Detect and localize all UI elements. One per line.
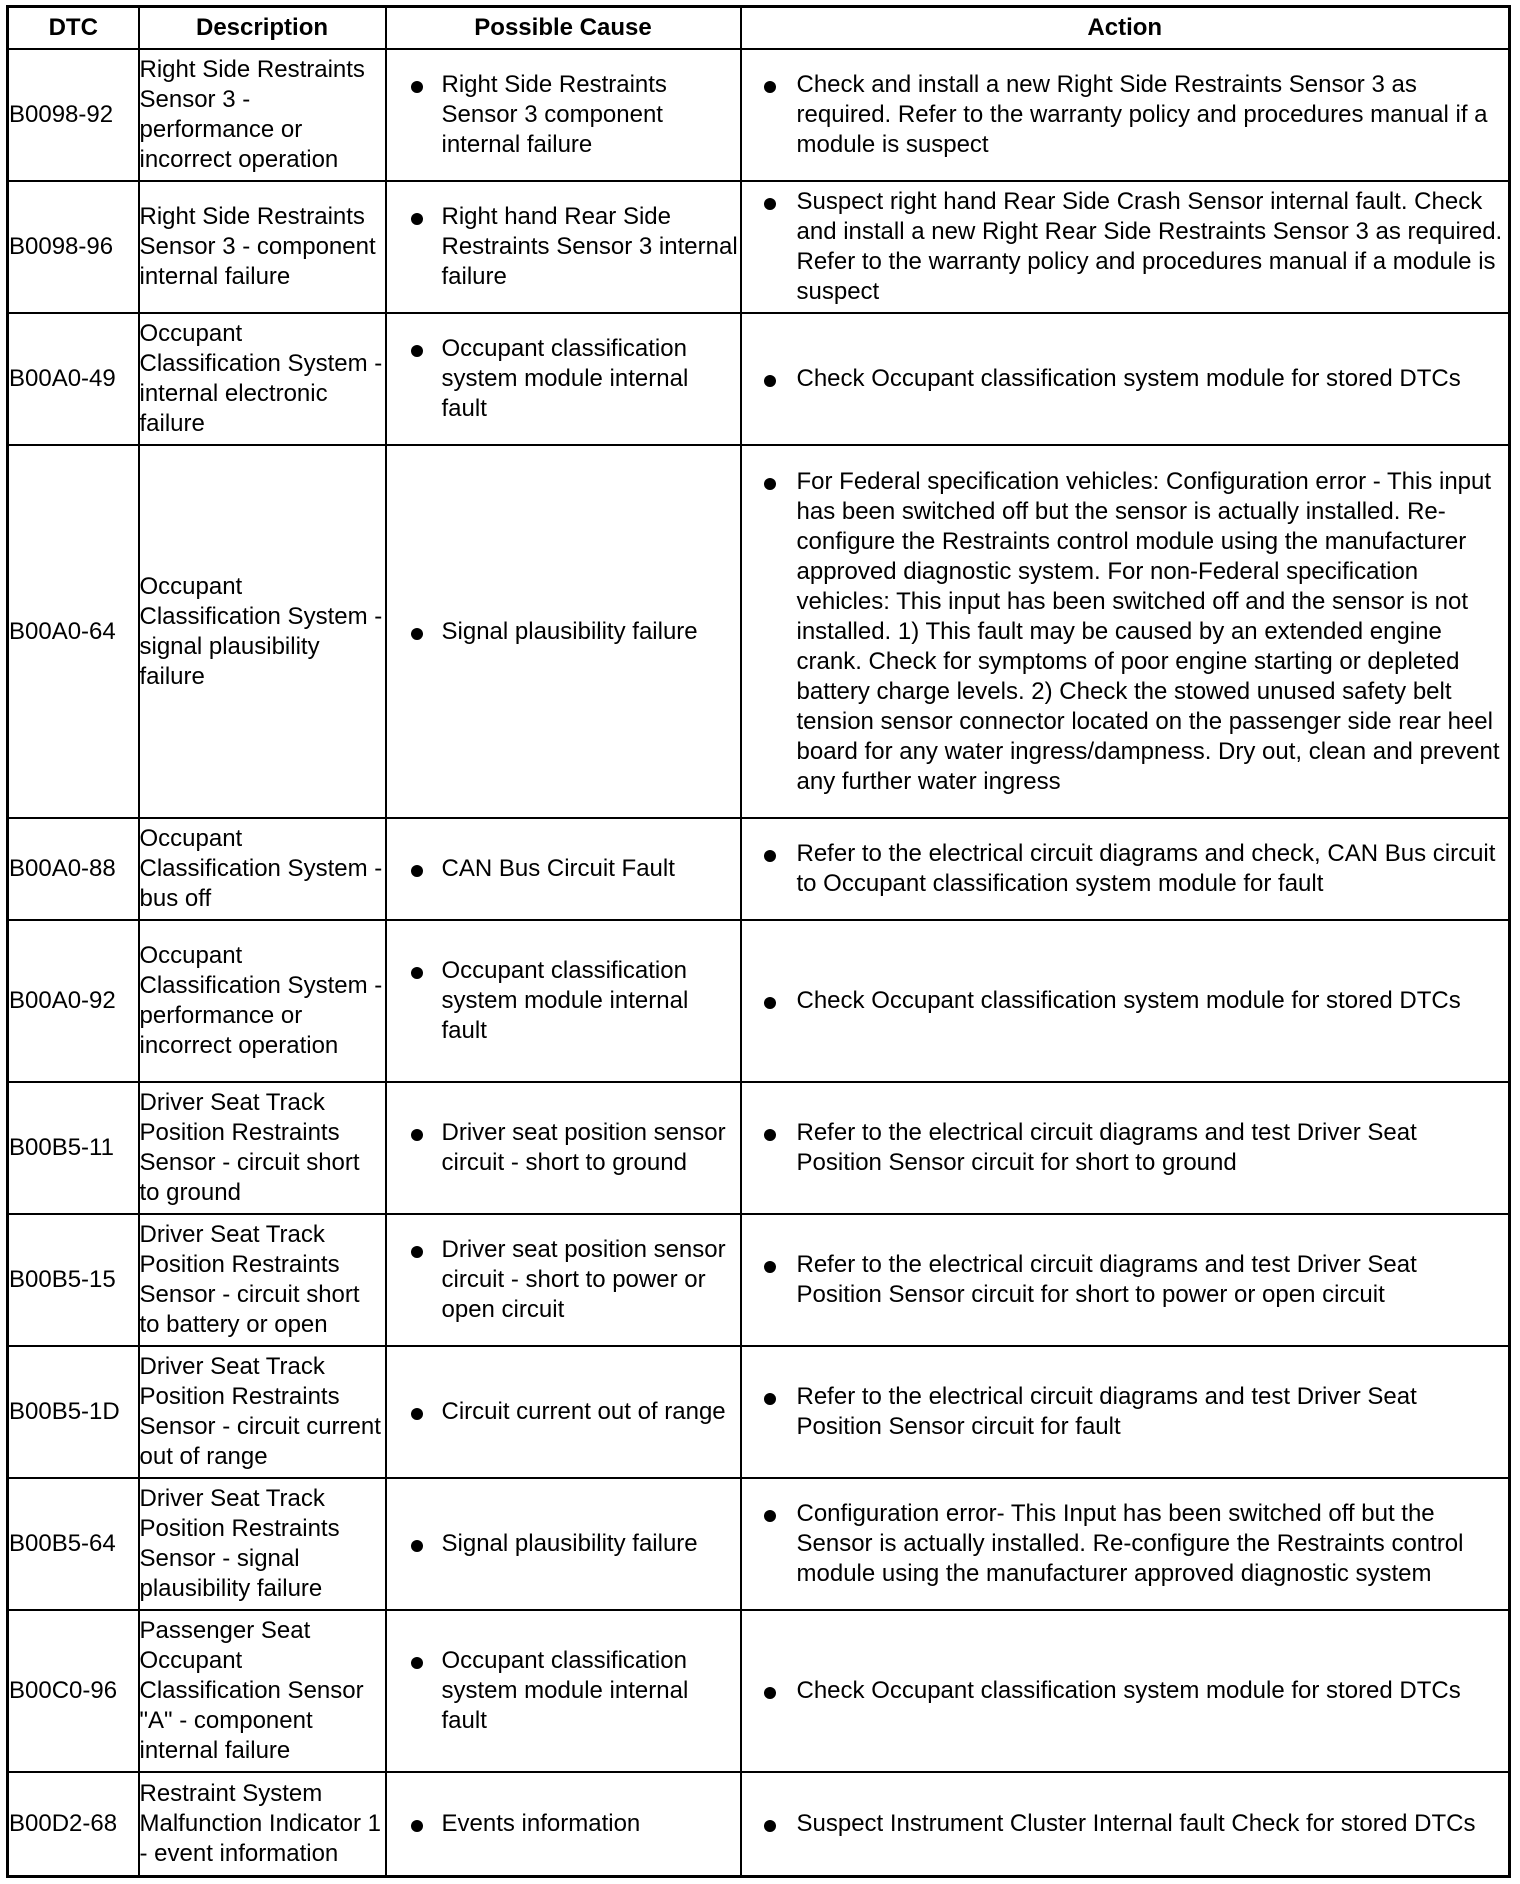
cause-bullet: Driver seat position sensor circuit - short to power or open circuit	[387, 1235, 740, 1325]
table-row	[8, 313, 1510, 445]
description-cell: Driver Seat Track Position Restraints Sensor - circuit short to ground	[139, 1082, 386, 1214]
description-cell: Driver Seat Track Position Restraints Sensor - circuit current out of range	[139, 1346, 386, 1478]
action-cell	[741, 818, 1510, 920]
table-row	[8, 445, 1510, 818]
action-bullet: Check Occupant classification system module for stored DTCs	[742, 986, 1509, 1016]
table-row	[8, 1082, 1510, 1214]
header-row	[8, 7, 1510, 50]
cause-cell	[386, 1610, 741, 1772]
cause-cell	[386, 445, 741, 818]
table-row	[8, 1346, 1510, 1478]
table-row	[8, 1478, 1510, 1610]
dtc-table	[6, 5, 1511, 1878]
description-cell: Passenger Seat Occupant Classification Sensor "A" - component internal failure	[139, 1610, 386, 1772]
cause-cell	[386, 1082, 741, 1214]
dtc-code: B00A0-88	[8, 818, 139, 920]
description-cell: Right Side Restraints Sensor 3 - performance or incorrect operation	[139, 49, 386, 181]
cause-cell	[386, 1772, 741, 1877]
action-cell	[741, 49, 1510, 181]
action-cell	[741, 181, 1510, 313]
cause-cell	[386, 49, 741, 181]
cause-cell	[386, 920, 741, 1082]
description-cell: Driver Seat Track Position Restraints Sensor - signal plausibility failure	[139, 1478, 386, 1610]
action-bullet: Check and install a new Right Side Restraints Sensor 3 as required. Refer to the warranty policy and procedures manual if a module is suspect	[742, 70, 1509, 160]
cause-cell	[386, 818, 741, 920]
cause-bullet: Events information	[387, 1809, 740, 1839]
cause-bullet: Occupant classification system module internal fault	[387, 956, 740, 1046]
table-row	[8, 920, 1510, 1082]
dtc-code: B00C0-96	[8, 1610, 139, 1772]
table-row	[8, 818, 1510, 920]
table-row	[8, 181, 1510, 313]
dtc-code: B00A0-49	[8, 313, 139, 445]
cause-bullet: Circuit current out of range	[387, 1397, 740, 1427]
dtc-code: B0098-92	[8, 49, 139, 181]
action-bullet: Refer to the electrical circuit diagrams and test Driver Seat Position Sensor circuit for short to power or open circuit	[742, 1250, 1509, 1310]
action-cell	[741, 313, 1510, 445]
cause-bullet: Signal plausibility failure	[387, 617, 740, 647]
dtc-code: B00B5-1D	[8, 1346, 139, 1478]
table-row	[8, 1214, 1510, 1346]
action-cell	[741, 445, 1510, 818]
action-bullet: Suspect right hand Rear Side Crash Sensor internal fault. Check and install a new Right Rear Side Restraints Sensor 3 as required. Refer to the warranty policy and procedures manual if a module is suspect	[742, 187, 1509, 307]
cause-cell	[386, 181, 741, 313]
action-bullet: Refer to the electrical circuit diagrams and test Driver Seat Position Sensor circuit for fault	[742, 1382, 1509, 1442]
header-dtc: DTC	[8, 7, 139, 50]
header-action: Action	[741, 7, 1510, 50]
action-cell	[741, 1478, 1510, 1610]
cause-bullet: Right hand Rear Side Restraints Sensor 3 internal failure	[387, 202, 740, 292]
action-cell	[741, 1082, 1510, 1214]
dtc-code: B0098-96	[8, 181, 139, 313]
action-bullet: Suspect Instrument Cluster Internal fault Check for stored DTCs	[742, 1809, 1509, 1839]
dtc-code: B00B5-64	[8, 1478, 139, 1610]
action-bullet: Refer to the electrical circuit diagrams and test Driver Seat Position Sensor circuit for short to ground	[742, 1118, 1509, 1178]
description-cell: Restraint System Malfunction Indicator 1 - event information	[139, 1772, 386, 1877]
description-cell: Occupant Classification System - signal plausibility failure	[139, 445, 386, 818]
cause-cell	[386, 1214, 741, 1346]
table-row	[8, 1610, 1510, 1772]
cause-bullet: Signal plausibility failure	[387, 1529, 740, 1559]
cause-cell	[386, 1478, 741, 1610]
cause-bullet: Driver seat position sensor circuit - short to ground	[387, 1118, 740, 1178]
dtc-code: B00A0-64	[8, 445, 139, 818]
cause-cell	[386, 1346, 741, 1478]
action-bullet: For Federal specification vehicles: Configuration error - This input has been switched off but the sensor is actually installed. Re-configure the Restraints control module using the manufacturer approved diagnostic system. For non-Federal specification vehicles: This input has been switched off and the sensor is not installed. 1) This fault may be caused by an extended engine crank. Check for symptoms of poor engine starting or depleted battery charge levels. 2) Check the stowed unused safety belt tension sensor connector located on the passenger side rear heel board for any water ingress/dampness. Dry out, clean and prevent any further water ingress	[742, 467, 1509, 797]
action-bullet: Refer to the electrical circuit diagrams and check, CAN Bus circuit to Occupant classification system module for fault	[742, 839, 1509, 899]
cause-cell	[386, 313, 741, 445]
description-cell: Driver Seat Track Position Restraints Sensor - circuit short to battery or open	[139, 1214, 386, 1346]
cause-bullet: Occupant classification system module internal fault	[387, 1646, 740, 1736]
description-cell: Occupant Classification System - performance or incorrect operation	[139, 920, 386, 1082]
header-description: Description	[139, 7, 386, 50]
description-cell: Occupant Classification System - internal electronic failure	[139, 313, 386, 445]
table-row	[8, 1772, 1510, 1877]
action-bullet: Check Occupant classification system module for stored DTCs	[742, 364, 1509, 394]
action-cell	[741, 920, 1510, 1082]
cause-bullet: Right Side Restraints Sensor 3 component internal failure	[387, 70, 740, 160]
action-cell	[741, 1214, 1510, 1346]
dtc-code: B00B5-11	[8, 1082, 139, 1214]
header-possible-cause: Possible Cause	[386, 7, 741, 50]
cause-bullet: Occupant classification system module internal fault	[387, 334, 740, 424]
dtc-code: B00A0-92	[8, 920, 139, 1082]
table-row	[8, 49, 1510, 181]
cause-bullet: CAN Bus Circuit Fault	[387, 854, 740, 884]
dtc-code: B00D2-68	[8, 1772, 139, 1877]
action-bullet: Check Occupant classification system module for stored DTCs	[742, 1676, 1509, 1706]
dtc-code: B00B5-15	[8, 1214, 139, 1346]
action-cell	[741, 1772, 1510, 1877]
action-bullet: Configuration error- This Input has been switched off but the Sensor is actually installed. Re-configure the Restraints control module using the manufacturer approved diagnostic system	[742, 1499, 1509, 1589]
action-cell	[741, 1346, 1510, 1478]
description-cell: Occupant Classification System - bus off	[139, 818, 386, 920]
action-cell	[741, 1610, 1510, 1772]
description-cell: Right Side Restraints Sensor 3 - component internal failure	[139, 181, 386, 313]
